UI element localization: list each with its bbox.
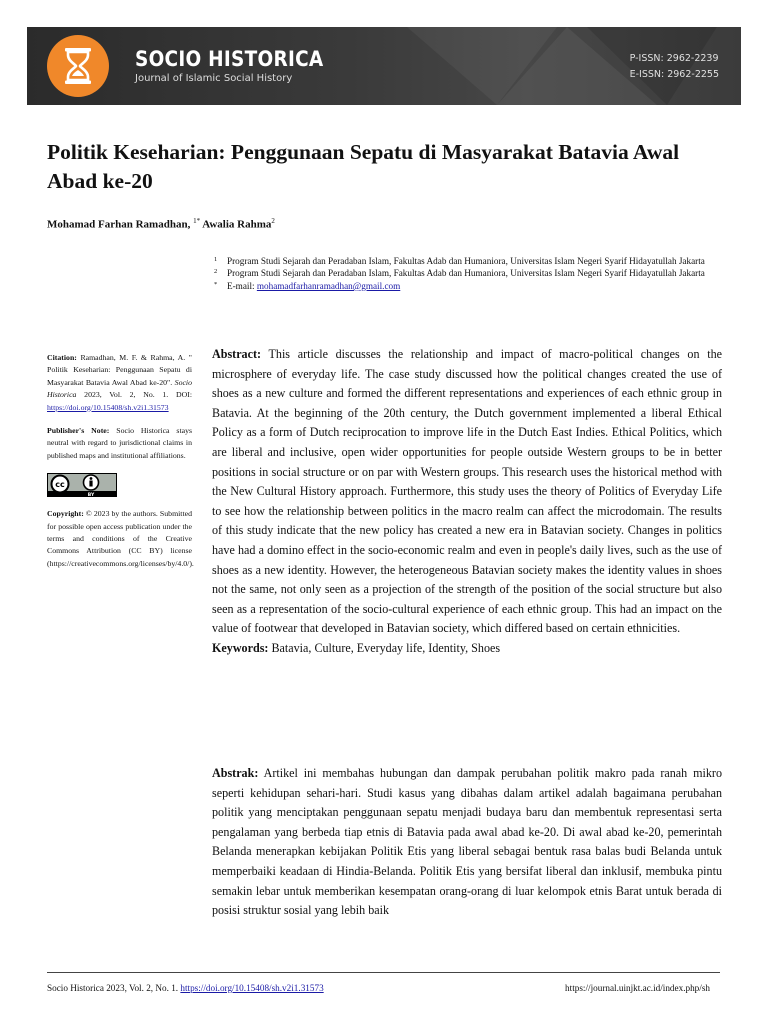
citation-block (47, 352, 192, 414)
footer-doi-link[interactable]: https://doi.org/10.15408/sh.v2i1.31573 (180, 983, 324, 993)
abstract-section (212, 345, 722, 659)
cc-text: cc (55, 480, 65, 490)
issn-block (630, 51, 719, 83)
keywords-line (212, 639, 722, 659)
author-1-sup: 1* (193, 217, 201, 225)
cc-by-icon[interactable] (47, 473, 117, 497)
citation-rest: 2023, Vol. 2, No. 1. DOI: (76, 390, 192, 400)
footer-citation (47, 983, 324, 993)
author-2-sup: 2 (271, 217, 275, 225)
footer-divider (47, 972, 720, 973)
by-text: BY (87, 493, 95, 498)
p-issn: P-ISSN: 2962-2239 (629, 53, 719, 64)
article-title: Politik Keseharian: Penggunaan Sepatu di Masyarakat Batavia Awal Abad ke-20 (47, 140, 680, 193)
affiliation-1 (212, 255, 712, 267)
citation-text: Ramadhan, M. F. & Rahma, A. " Politik Keseharian: Penggunaan Sepatu di Masyarakat Batavia Awal Abad ke-20". (47, 353, 192, 387)
publisher-label: Publisher's Note: (47, 426, 110, 436)
abstract-paragraph (212, 345, 722, 639)
keywords-label: Keywords: (212, 640, 269, 655)
author-line (47, 217, 275, 231)
email-line (212, 280, 712, 292)
affiliation-text: Program Studi Sejarah dan Peradaban Islam, Fakultas Adab dan Humaniora, Universitas Islam Negeri Syarif Hidayatullah Jakarta (227, 268, 705, 279)
affiliation-text: Program Studi Sejarah dan Peradaban Islam, Fakultas Adab dan Humaniora, Universitas Islam Negeri Syarif Hidayatullah Jakarta (227, 256, 705, 266)
hourglass-icon (47, 35, 109, 97)
affiliation-mark: 2 (214, 268, 218, 276)
citation-doi-link[interactable]: https://doi.org/10.15408/sh.v2i1.31573 (47, 402, 169, 412)
citation-journal: Socio Historica (47, 377, 192, 400)
abstract-label: Abstract: (212, 347, 262, 361)
publisher-text: Socio Historica stays neutral with regard to jurisdictional claims in published maps and institutional affiliations. (47, 426, 192, 460)
abstrak-paragraph (212, 764, 722, 921)
author-1: Mohamad Farhan Ramadhan, (47, 218, 191, 231)
keywords-text: Batavia, Culture, Everyday life, Identity, Shoes (268, 640, 501, 655)
copyright-text: © 2023 by the authors. Submitted for possible open access publication under the terms and conditions of the Creative Commons Attribution (CC BY) license (https://creativecommons.org/licenses/by/4.0/). (47, 509, 194, 568)
journal-brand (135, 47, 349, 84)
email-link[interactable]: mohamadfarhanramadhan@gmail.com (256, 280, 401, 291)
journal-banner (27, 27, 741, 105)
footer-journal-url[interactable]: https://journal.uinjkt.ac.id/index.php/sh (565, 983, 710, 993)
copyright-block (47, 508, 192, 570)
sidebar-notes (47, 352, 192, 581)
affiliation-2 (212, 267, 712, 279)
e-issn: E-ISSN: 2962-2255 (629, 69, 719, 80)
journal-subtitle: Journal of Islamic Social History (135, 73, 293, 84)
email-mark: * (214, 280, 218, 288)
author-2: Awalia Rahma (202, 218, 272, 231)
abstrak-section (212, 764, 722, 921)
publisher-note (47, 425, 192, 462)
footer-citation-text: Socio Historica 2023, Vol. 2, No. 1. (47, 983, 181, 993)
journal-name: SOCIO HISTORICA (135, 47, 324, 71)
abstrak-label: Abstrak: (212, 766, 259, 780)
email-label: E-mail: (227, 280, 257, 291)
citation-label: Citation: (47, 353, 77, 362)
affiliation-mark: 1 (214, 256, 218, 263)
copyright-label: Copyright: (47, 509, 84, 519)
abstract-text: This article discusses the relationship and impact of macro-political changes on the microsphere of everyday life. The case study discussed how the political changes created the use of shoes as a new culture and formed the different representations and experiences of each ethnic group in Batavia. At the beginning of the 20th century, the Dutch government implemented a liberal Ethical Policy as a form of Dutch reciprocation to improve life in the Dutch East Indies. Ethical Politics, which are liberal and inclusive, open wider opportunities for people outside Western groups to be in better positions in social structure or on par with Western groups. This research uses the historical method with the New Cultural History approach. Furthermore, this study uses the theory of Politics of Everyday Life to see how the relationship between politics in the macro realm can affect the microdomain. The results of this study indicate that the new policy has created a new era in Batavian society. Changes in politics have had a domino effect in the socio-economic realm and even in people's daily lives, such as the use of shoes as a new identity. However, the heterogeneous Batavian society makes the identity values in shoes not the same, not only seen as a projection of the strength of the position of the social structure but also seen as a representation of the socio-cultural experience of each ethnic group. This had an impact on the value of footwear that developed in Batavian society, which differed based on certain ethnicities. (212, 347, 722, 636)
abstrak-text: Artikel ini membahas hubungan dan dampak perubahan politik makro pada ranah mikro seperti kehidupan sehari-hari. Studi kasus yang dibahas dalam artikel adalah bagaimana perubahan politik yang menciptakan penggunaan sepatu menjadi budaya baru dan membentuk representasi serta pengalaman yang berbeda tiap etnis di Batavia pada awal abad ke-20. Di awal abad ke-20, pemerintah Belanda menerapkan kebijakan Politik Etis yang liberal sebagai bentuk rasa balas budi Belanda untuk memperbaiki keadaan di Hindia-Belanda. Politik Etis yang bersifat liberal dan inklusif, membuka pintu semakin lebar untuk memberikan kesempatan orang-orang di luar kelompok etnis Barat untuk berada di posisi struktur sosial yang lebih baik (212, 766, 722, 918)
affiliations (212, 255, 712, 292)
